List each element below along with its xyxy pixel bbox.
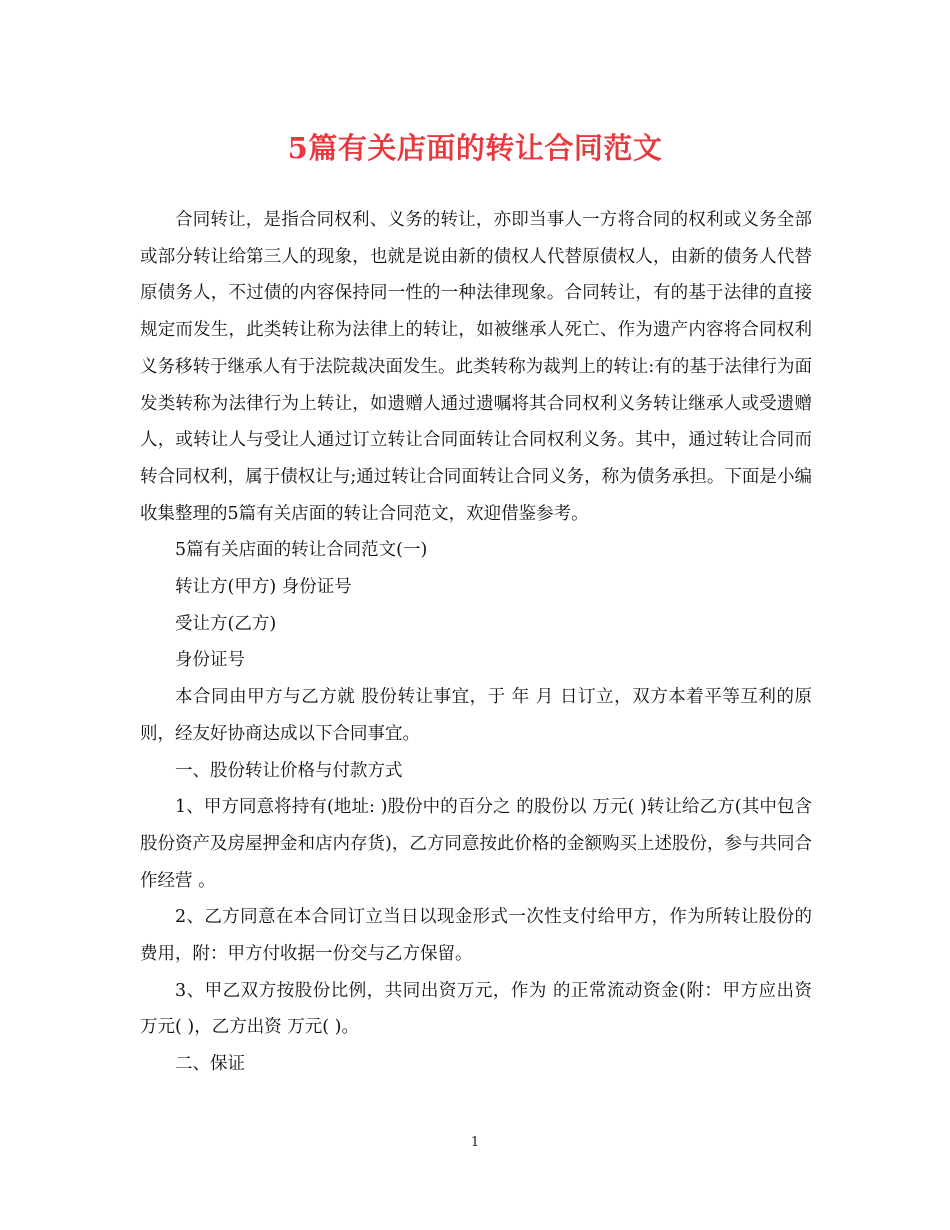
paragraph-clause-1-3: 3、甲乙双方按股份比例，共同出资万元，作为 的正常流动资金(附：甲方应出资 万元( )，乙方出资 万元( )。 xyxy=(140,980,812,1038)
page-number: 1 xyxy=(470,1135,480,1150)
paragraph-clause-1-2: 2、乙方同意在本合同订立当日以现金形式一次性支付给甲方，作为所转让股份的费用，附：甲方付收据一份交与乙方保留。 xyxy=(140,907,812,965)
document-body xyxy=(140,202,812,1083)
paragraph-intro: 合同转让，是指合同权利、义务的转让，亦即当事人一方将合同的权利或义务全部或部分转让给第三人的现象，也就是说由新的债权人代替原债权人，由新的债务人代替原债务人，不过债的内容保持同一性的一种法律现象。合同转让，有的基于法律的直接规定而发生，此类转让称为法律上的转让，如被继承人死亡、作为遗产内容将合同权利义务移转于继承人有于法院裁决面发生。此类转称为裁判上的转让:有的基于法律行为面发类转称为法律行为上转让，如遗赠人通过遗嘱将其合同权利义务转让继承人或受遗赠人，或转让人与受让人通过订立转让合同面转让合同权利义务。其中，通过转让合同而转合同权利，属于债权让与;通过转让合同面转让合同义务，称为债务承担。下面是小编收集整理的5篇有关店面的转让合同范文，欢迎借鉴参考。 xyxy=(140,210,812,524)
paragraph-section-heading: 5篇有关店面的转让合同范文(一) xyxy=(175,540,428,561)
document-title: 5篇有关店面的转让合同范文 xyxy=(287,131,663,165)
paragraph-id-number: 身份证号 xyxy=(175,650,245,671)
paragraph-agreement-intro: 本合同由甲方与乙方就 股份转让事宜，于 年 月 日订立，双方本着平等互利的原则，经友好协商达成以下合同事宜。 xyxy=(140,687,812,744)
paragraph-clause-1-1: 1、甲方同意将持有(地址: )股份中的百分之 的股份以 万元( )转让给乙方(其中包含股份资产及房屋押金和店内存货)，乙方同意按此价格的金额购买上述股份，参与共同合作经营 。 xyxy=(140,797,812,891)
paragraph-transferor: 转让方(甲方) 身份证号 xyxy=(175,577,352,598)
paragraph-transferee: 受让方(乙方) xyxy=(175,613,277,634)
paragraph-clause-heading-2: 二、保证 xyxy=(175,1054,245,1075)
paragraph-clause-heading-1: 一、股份转让价格与付款方式 xyxy=(175,760,403,781)
